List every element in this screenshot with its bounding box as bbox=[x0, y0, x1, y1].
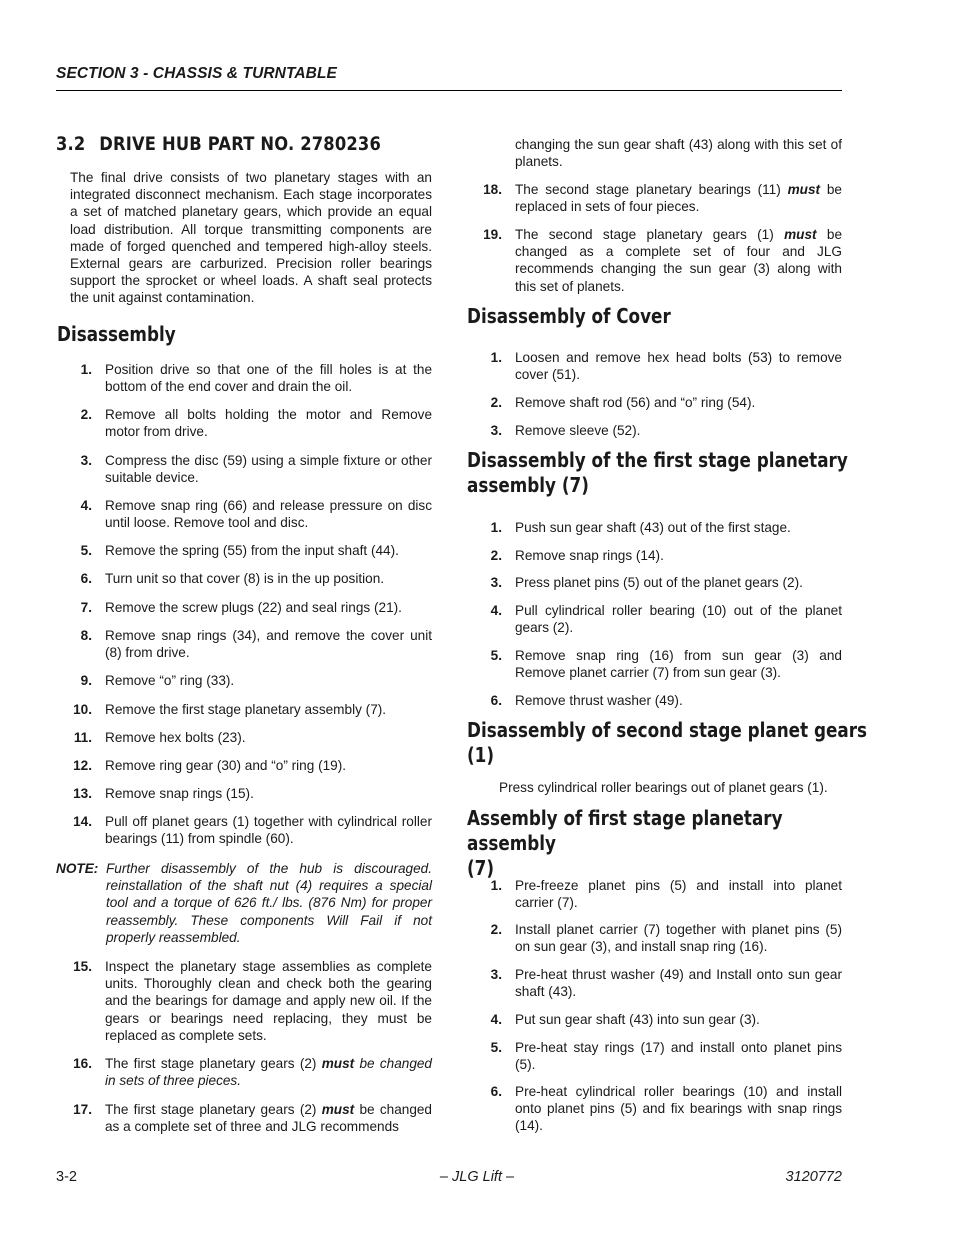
list-item: 2. Remove all bolts holding the motor and Remove motor from drive. bbox=[80, 407, 432, 440]
list-item: 9. Remove “o” ring (33). bbox=[80, 673, 235, 688]
list-item: 19. The second stage planetary gears (1) must be changed as a complete set of four and JLG recommends changing the sun gear (3) along with this set of planets. bbox=[483, 227, 843, 294]
list-item: 4. Put sun gear shaft (43) into sun gear (3). bbox=[490, 1012, 760, 1027]
page-number: 3-2 bbox=[56, 1169, 77, 1185]
list-item: 5. Pre-heat stay rings (17) and install onto planet pins (5). bbox=[490, 1040, 842, 1073]
footer-publisher: – JLG Lift – bbox=[439, 1169, 515, 1185]
list-item: 15. Inspect the planetary stage assemblies as complete units. Thoroughly clean and check both the gearing and the bearings for damage and apply new oil. If the gears or bearings need replacing, they must be replaced as complete sets. bbox=[73, 959, 432, 1043]
list-item: 5. Remove the spring (55) from the input shaft (44). bbox=[80, 543, 399, 558]
page-title bbox=[56, 133, 381, 155]
list-item: 1. Loosen and remove hex head bolts (53) to remove cover (51). bbox=[490, 350, 842, 383]
list-item: 8. Remove snap rings (34), and remove the cover unit (8) from drive. bbox=[80, 628, 432, 661]
list-item: 6. Remove thrust washer (49). bbox=[490, 693, 683, 708]
document-number: 3120772 bbox=[785, 1169, 842, 1185]
list-item: 1. Position drive so that one of the fill holes is at the bottom of the end cover and drain the oil. bbox=[80, 362, 432, 395]
title-number: 3.2 bbox=[56, 133, 86, 155]
list-item: 6. Pre-heat cylindrical roller bearings (10) and install onto planet pins (5) and fix bearings with snap rings (14). bbox=[490, 1084, 842, 1134]
list-item: 2. Remove snap rings (14). bbox=[490, 548, 664, 563]
list-item: 3. Pre-heat thrust washer (49) and Install onto sun gear shaft (43). bbox=[490, 967, 842, 1000]
list-item: 7. Remove the screw plugs (22) and seal rings (21). bbox=[80, 600, 402, 615]
list-item: 3. Press planet pins (5) out of the planet gears (2). bbox=[490, 575, 803, 590]
list-item: 11. Remove hex bolts (23). bbox=[73, 730, 246, 745]
first-stage-heading: Disassembly of the first stage planetary assembly (7) bbox=[467, 448, 848, 497]
intro-paragraph: The final drive consists of two planetary stages with an integrated disconnect mechanism. Each stage incorporates a set of matched planetary gears, which provide an equal load distribution. All torque transmitting components are made of forged quenched and tempered high-alloy steels. External gears are carburized. Precision roller bearings support the sprocket or wheel loads. A shaft seal protects the unit against contamination. bbox=[70, 170, 432, 306]
list-item: 2. Install planet carrier (7) together with planet pins (5) on sun gear (3), and install snap ring (16). bbox=[490, 922, 842, 955]
list-item: 13. Remove snap rings (15). bbox=[73, 786, 254, 801]
list-item: 6. Turn unit so that cover (8) is in the up position. bbox=[80, 571, 385, 586]
page-header bbox=[56, 64, 842, 91]
note-text: Further disassembly of the hub is discouraged. reinstallation of the shaft nut (4) requires a special tool and a torque of 626 ft./ lbs. (876 Nm) for proper reassembly. These components Will Fail if not properly reassembled. bbox=[106, 861, 432, 945]
second-stage-heading: Disassembly of second stage planet gears (1) bbox=[467, 718, 867, 767]
list-item: 4. Remove snap ring (66) and release pressure on disc until loose. Remove tool and disc. bbox=[80, 498, 432, 531]
list-item: 14. Pull off planet gears (1) together with cylindrical roller bearings (11) from spindle (60). bbox=[73, 814, 432, 847]
list-item: 5. Remove snap ring (16) from sun gear (3) and Remove planet carrier (7) from sun gear (3). bbox=[490, 648, 842, 681]
cover-heading: Disassembly of Cover bbox=[467, 304, 671, 328]
section-title: SECTION 3 - CHASSIS & TURNTABLE bbox=[56, 65, 337, 82]
title-text: DRIVE HUB PART NO. 2780236 bbox=[99, 133, 382, 155]
note-block bbox=[56, 860, 432, 948]
list-item: 1. Pre-freeze planet pins (5) and install into planet carrier (7). bbox=[490, 878, 842, 911]
list-item: 16. The first stage planetary gears (2) must be changed in sets of three pieces. bbox=[73, 1056, 432, 1089]
list-item: 17. The first stage planetary gears (2) must be changed as a complete set of three and JLG recommends bbox=[73, 1102, 432, 1135]
list-item: 3. Remove sleeve (52). bbox=[490, 423, 641, 438]
list-item: 10. Remove the first stage planetary assembly (7). bbox=[73, 702, 387, 717]
second-stage-text: Press cylindrical roller bearings out of planet gears (1). bbox=[499, 780, 828, 795]
list-item: 4. Pull cylindrical roller bearing (10) out of the planet gears (2). bbox=[490, 603, 842, 636]
note-label: NOTE: bbox=[56, 861, 99, 876]
list-item-continued: changing the sun gear shaft (43) along with this set of planets. bbox=[515, 137, 842, 170]
assembly-first-stage-heading: Assembly of first stage planetary assembly (7) bbox=[467, 806, 783, 880]
disassembly-heading: Disassembly bbox=[57, 322, 176, 346]
list-item: 2. Remove shaft rod (56) and “o” ring (54). bbox=[490, 395, 756, 410]
list-item: 1. Push sun gear shaft (43) out of the first stage. bbox=[490, 520, 791, 535]
list-item: 18. The second stage planetary bearings (11) must be replaced in sets of four pieces. bbox=[483, 182, 842, 215]
list-item: 12. Remove ring gear (30) and “o” ring (19). bbox=[73, 758, 347, 773]
list-item: 3. Compress the disc (59) using a simple fixture or other suitable device. bbox=[80, 453, 432, 486]
